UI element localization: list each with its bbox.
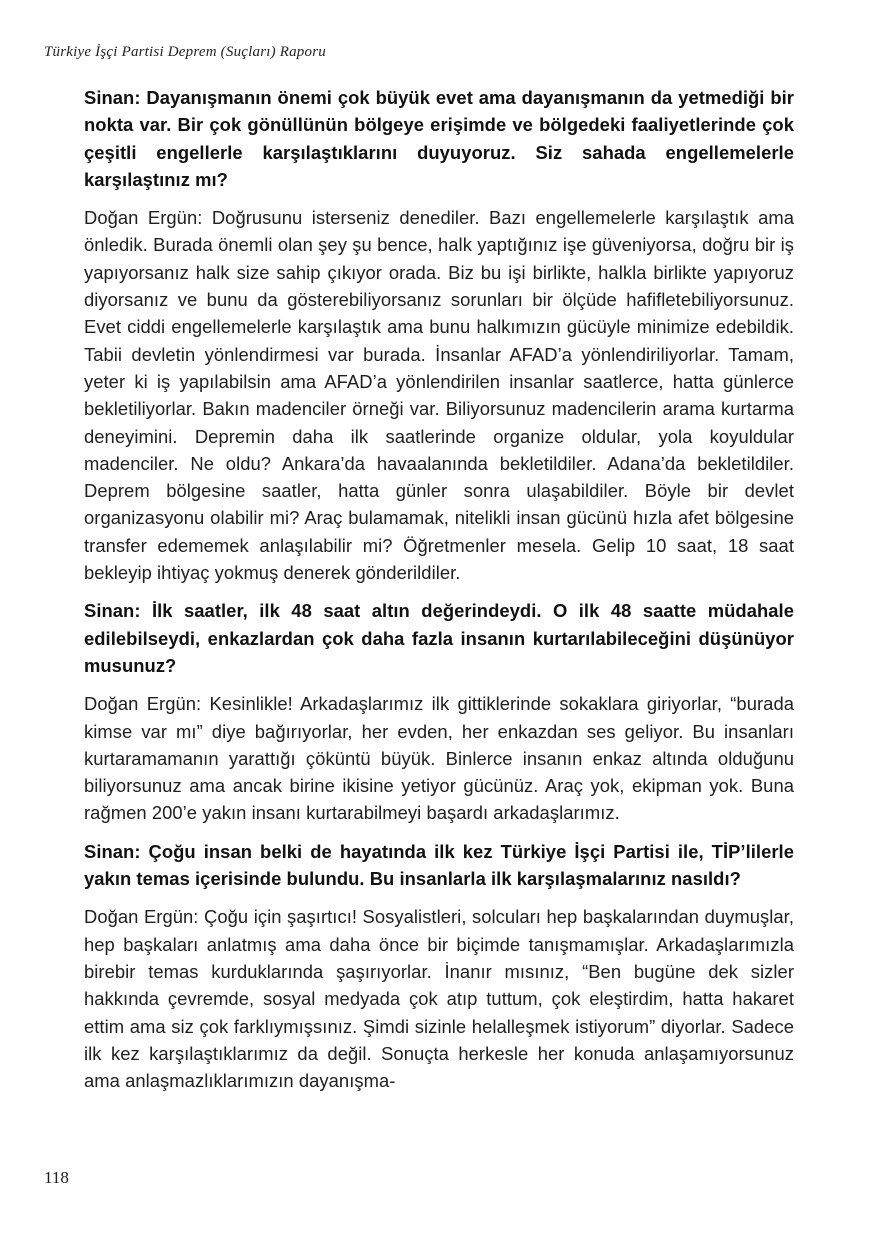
paragraph-sinan-question-2: Sinan: İlk saatler, ilk 48 saat altın değerindeydi. O ilk 48 saatte müdahale edilebilseydi, enkazlardan çok daha fazla insanın kurtarılabileceğini düşünüyor musunuz? <box>84 600 794 676</box>
paragraph-sinan-question-1: Sinan: Dayanışmanın önemi çok büyük evet ama dayanışmanın da yetmediği bir nokta var. Bir çok gönüllünün bölgeye erişimde ve bölgedeki faaliyetlerinde çok çeşitli engellerle karşılaştıklarını duyuyoruz. Siz sahada engellemelerle karşılaştınız mı? <box>84 87 794 190</box>
paragraph-dogan-ergun-answer-2: Doğan Ergün: Kesinlikle! Arkadaşlarımız ilk gittiklerinde sokaklara giriyorlar, “burada kimse var mı” diye bağırıyorlar, her evden, her enkazdan ses geliyor. Bu insanları kurtaramamanın yarattığı çöküntü büyük. Binlerce insanın enkaz altında olduğunu biliyorsunuz ama ancak birine ikisine yetiyor gücünüz. Araç yok, ekipman yok. Buna rağmen 200’e yakın insanı kurtarabilmeyi başardı arkadaşlarımız. <box>84 693 794 824</box>
running-header: Türkiye İşçi Partisi Deprem (Suçları) Raporu <box>44 44 326 60</box>
body-text-block <box>84 84 794 1105</box>
paragraph-sinan-question-3: Sinan: Çoğu insan belki de hayatında ilk kez Türkiye İşçi Partisi ile, TİP’lilerle yakın temas içerisinde bulundu. Bu insanlarla ilk karşılaşmalarınız nasıldı? <box>84 840 794 890</box>
page-number: 118 <box>44 1168 69 1187</box>
paragraph-dogan-ergun-answer-1: Doğan Ergün: Doğrusunu isterseniz denediler. Bazı engellemelerle karşılaştık ama önledik. Burada önemli olan şey şu bence, halk yaptığınız işe güveniyorsa, doğru bir iş yapıyorsanız halk size sahip çıkıyor orada. Biz bu işi birlikte, halkla birlikte yapıyoruz diyorsanız ve bunu da gösterebiliyorsanız sorunları bir ölçüde hafifletebiliyorsunuz. Evet ciddi engellemelerle karşılaştık ama bunu halkımızın gücüyle minimize edebildik. Tabii devletin yönlendirmesi var burada. İnsanlar AFAD’a yönlendiriliyorlar. Tamam, yeter ki iş yapılabilsin ama AFAD’a yönlendirilen insanlar saatlerce, hatta günlerce bekletiliyorlar. Bakın madenciler örneği var. Biliyorsunuz madencilerin arama kurtarma deneyimini. Depremin daha ilk saatlerinde organize oldular, yola koyuldular madenciler. Ne oldu? Ankara’da havaalanında bekletildiler. Adana’da bekletildiler. Deprem bölgesine saatler, hatta günler sonra ulaşabildiler. Böyle bir devlet organizasyonu olabilir mi? Araç bulamamak, nitelikli insan gücünü hızla afet bölgesine transfer edememek anlaşılabilir mi? Öğretmenler mesela. Gelip 10 saat, 18 saat bekleyip ihtiyaç yokmuş denerek gönderildiler. <box>84 207 794 584</box>
paragraph-dogan-ergun-answer-3: Doğan Ergün: Çoğu için şaşırtıcı! Sosyalistleri, solcuları hep başkalarından duymuşlar, hep başkaları anlatmış ama daha önce bir biçimde tanışmamışlar. Arkadaşlarımızla birebir temas kurduklarında şaşırıyorlar. İnanır mısınız, “Ben bugüne dek sizler hakkında çevremde, sosyal medyada çok atıp tuttum, çok eleştirdim, hatta hakaret ettim ama siz çok farklıymışsınız. Şimdi sizinle helalleşmek istiyorum” diyorlar. Sadece ilk kez karşılaştıklarımız da değil. Sonuçta herkesle her konuda anlaşamıyorsunuz ama anlaşmazlıklarımızın dayanışma- <box>84 906 794 1092</box>
